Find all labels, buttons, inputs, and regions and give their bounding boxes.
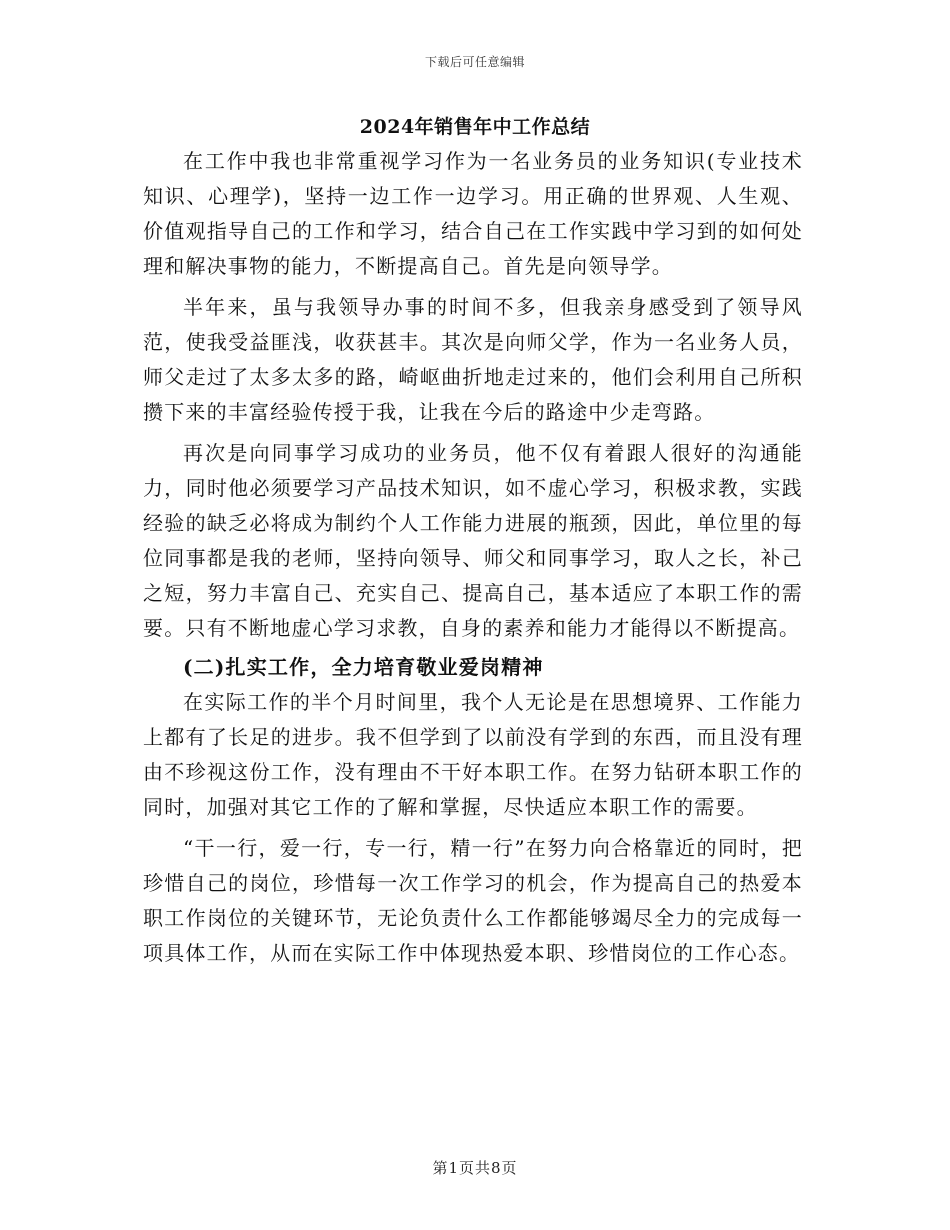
body-paragraph: 在实际工作的半个月时间里，我个人无论是在思想境界、工作能力上都有了长足的进步。我不但学到了以前没有学到的东西，而且没有理由不珍视这份工作，没有理由不干好本职工作。在努力钻研本职工作的同时，加强对其它工作的了解和掌握，尽快适应本职工作的需要。 — [143, 690, 803, 819]
document-body — [143, 144, 803, 971]
body-paragraph: 在工作中我也非常重视学习作为一名业务员的业务知识(专业技术知识、心理学)，坚持一边工作一边学习。用正确的世界观、人生观、价值观指导自己的工作和学习，结合自己在工作实践中学习到的如何处理和解决事物的能力，不断提高自己。首先是向领导学。 — [143, 149, 803, 278]
section-heading: (二)扎实工作，全力培育敬业爱岗精神 — [183, 655, 544, 679]
body-paragraph: 半年来，虽与我领导办事的时间不多，但我亲身感受到了领导风范，使我受益匪浅，收获甚丰。其次是向师父学，作为一名业务人员，师父走过了太多太多的路，崎岖曲折地走过来的，他们会利用自己所积攒下来的丰富经验传授于我，让我在今后的路途中少走弯路。 — [143, 295, 803, 424]
page-number: 第1页共8页 — [432, 1159, 518, 1177]
body-paragraph: 再次是向同事学习成功的业务员，他不仅有着跟人很好的沟通能力，同时他必须要学习产品技术知识，如不虚心学习，积极求教，实践经验的缺乏必将成为制约个人工作能力进展的瓶颈，因此，单位里的每位同事都是我的老师，坚持向领导、师父和同事学习，取人之长，补己之短，努力丰富自己、充实自己、提高自己，基本适应了本职工作的需要。只有不断地虚心学习求教，自身的素养和能力才能得以不断提高。 — [143, 441, 803, 640]
document-title: 2024年销售年中工作总结 — [359, 116, 591, 138]
header-note: 下载后可任意编辑 — [424, 55, 525, 69]
body-paragraph: “干一行，爱一行，专一行，精一行”在努力向合格靠近的同时，把珍惜自己的岗位，珍惜每一次工作学习的机会，作为提高自己的热爱本职工作岗位的关键环节，无论负责什么工作都能够竭尽全力的完成每一项具体工作，从而在实际工作中体现热爱本职、珍惜岗位的工作心态。 — [143, 836, 803, 965]
